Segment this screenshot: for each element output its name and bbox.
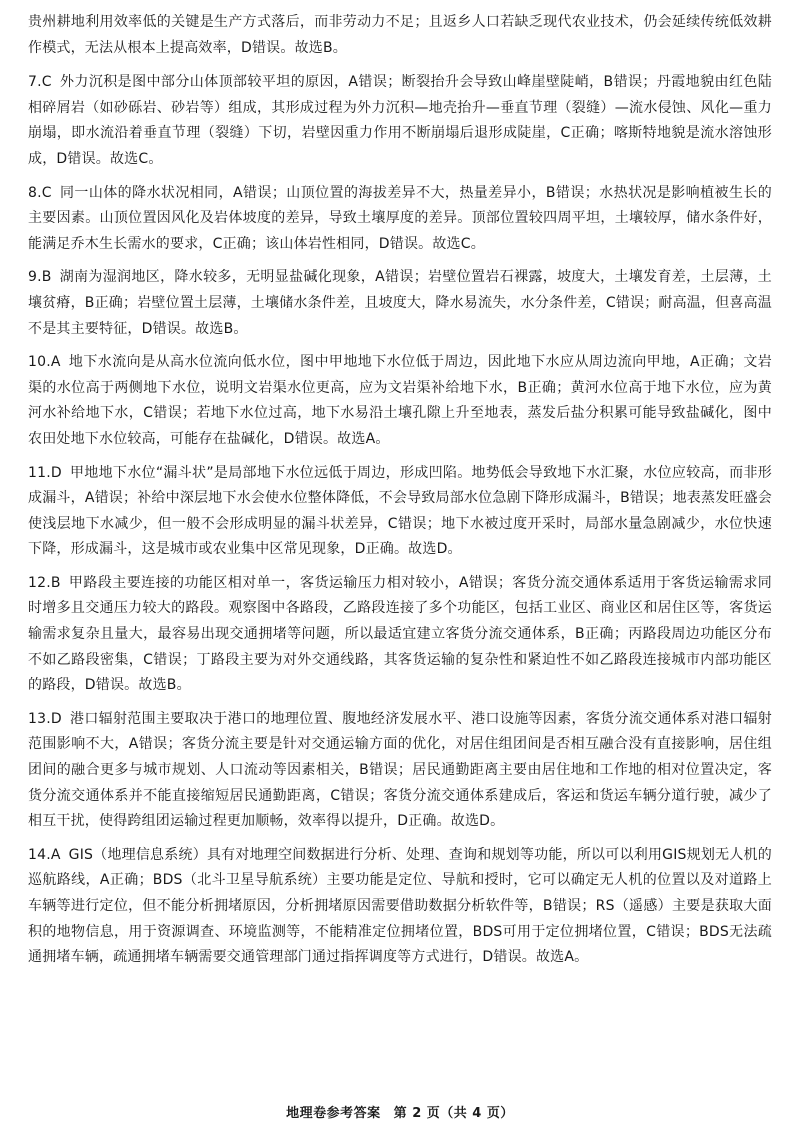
explanation-text: 湖南为湿润地区，降水较多，无明显盐碱化现象，A错误；岩壁位置岩石裸露，坡度大，土壤发育差，土层薄，土壤贫瘠，B正确；岩壁位置土层薄，土壤储水条件差，且坡度大，降水易流失，水分条件差，C错误；耐高温，但喜高温不是其主要特征，D错误。故选B。 [28, 269, 772, 337]
answer-list [28, 70, 772, 971]
answer-letter: D [50, 710, 62, 727]
answer-item-9 [28, 265, 772, 342]
question-number: 12. [28, 574, 51, 591]
explanation-text: GIS（地理信息系统）具有对地理空间数据进行分析、处理、查询和规划等功能，所以可以利用GIS规划无人机的巡航路线，A正确；BDS（北斗卫星导航系统）主要功能是定位、导航和授时，它可以确定无人机的位置以及对道路上车辆等进行定位，但不能分析拥堵原因，分析拥堵原因需要借助数据分析软件等，B错误；RS（遥感）主要是获取大面积的地物信息，用于资源调查、环境监测等，不能精准定位拥堵位置，BDS可用于定位拥堵位置，C错误；BDS无法疏通拥堵车辆，疏通拥堵车辆需要交通管理部门通过指挥调度等方式进行，D错误。故选A。 [28, 846, 772, 966]
answer-letter: A [50, 354, 61, 371]
answer-item-8 [28, 181, 772, 258]
explanation-text: 甲路段主要连接的功能区相对单一，客货运输压力相对较小，A错误；客货分流交通体系适用于客货运输需求同时增多且交通压力较大的路段。观察图中各路段，乙路段连接了多个功能区，包括工业区、商业区和居住区等，客货运输需求复杂且量大，最容易出现交通拥堵等问题，所以最适宜建立客货分流交通体系，B正确；丙路段周边功能区分布不如乙路段密集，C错误；丁路段主要为对外交通线路，其客货运输的复杂性和紧迫性不如乙路段连接城市内部功能区的路段，D错误。故选B。 [28, 574, 772, 694]
question-number: 9. [28, 269, 42, 286]
intro-paragraph: 贵州耕地利用效率低的关键是生产方式落后，而非劳动力不足；且返乡人口若缺乏现代农业技术，仍会延续传统低效耕作模式，无法从根本上提高效率，D错误。故选B。 [28, 14, 772, 56]
answer-item-14 [28, 843, 772, 971]
question-number: 10. [28, 354, 51, 371]
answer-letter: B [41, 269, 52, 286]
answer-item-7 [28, 70, 772, 172]
answer-letter: D [50, 464, 62, 481]
question-number: 13. [28, 710, 51, 727]
answer-item-10 [28, 350, 772, 452]
explanation-text: 港口辐射范围主要取决于港口的地理位置、腹地经济发展水平、港口设施等因素，客货分流交通体系对港口辐射范围影响不大，A错误；客货分流主要是针对交通运输方面的优化，对居住组团间是否相互融合没有直接影响，居住组团间的融合更多与城市规划、人口流动等因素相关，B错误；居民通勤距离主要由居住地和工作地的相对位置决定，客货分流交通体系并不能直接缩短居民通勤距离，C错误；客货分流交通体系建成后，客运和货运车辆分道行驶，减少了相互干扰，使得跨组团运输过程更加顺畅，效率得以提升，D正确。故选D。 [28, 710, 772, 830]
explanation-text: 外力沉积是图中部分山体顶部较平坦的原因，A错误；断裂抬升会导致山峰崖壁陡峭，B错误；丹霞地貌由红色陆相碎屑岩（如砂砾岩、砂岩等）组成，其形成过程为外力沉积—地壳抬升—垂直节理（裂缝）—流水侵蚀、风化—重力崩塌，即水流沿着垂直节理（裂缝）下切，岩壁因重力作用不断崩塌后退形成陡崖，C正确；喀斯特地貌是流水溶蚀形成，D错误。故选C。 [28, 74, 772, 167]
answer-letter: B [50, 574, 61, 591]
answer-letter: A [50, 846, 61, 863]
answer-item-12 [28, 571, 772, 699]
answer-item-11 [28, 461, 772, 563]
question-number: 14. [28, 846, 51, 863]
question-number: 11. [28, 464, 51, 481]
page-footer [0, 1102, 800, 1121]
answer-letter: C [41, 184, 52, 201]
answer-letter: C [41, 74, 52, 91]
answer-item-13 [28, 707, 772, 835]
question-number: 8. [28, 184, 42, 201]
explanation-text: 甲地地下水位“漏斗状”是局部地下水位远低于周边，形成凹陷。地势低会导致地下水汇聚，水位应较高，而非形成漏斗，A错误；补给中深层地下水会使水位整体降低，不会导致局部水位急剧下降形成漏斗，B错误；地表蒸发旺盛会使浅层地下水减少，但一般不会形成明显的漏斗状差异，C错误；地下水被过度开采时，局部水量急剧减少，水位快速下降，形成漏斗，这是城市或农业集中区常见现象，D正确。故选D。 [28, 464, 772, 558]
question-number: 7. [28, 74, 42, 91]
explanation-text: 同一山体的降水状况相同，A错误；山顶位置的海拔差异不大，热量差异小，B错误；水热状况是影响植被生长的主要因素。山顶位置因风化及岩体坡度的差异，导致土壤厚度的差异。顶部位置较四周平坦，土壤较厚，储水条件好，能满足乔木生长需水的要求，C正确；该山体岩性相同，D错误。故选C。 [28, 184, 772, 252]
explanation-text: 地下水流向是从高水位流向低水位，图中甲地地下水位低于周边，因此地下水应从周边流向甲地，A正确；文岩渠的水位高于两侧地下水位，说明文岩渠水位更高，应为文岩渠补给地下水，B正确；黄河水位高于地下水位，应为黄河水补给地下水，C错误；若地下水位过高，地下水易沿土壤孔隙上升至地表，蒸发后盐分积累可能导致盐碱化，图中农田处地下水位较高，可能存在盐碱化，D错误。故选A。 [28, 354, 772, 447]
page-number: 第 2 页（共 4 页） [393, 1106, 514, 1121]
footer-title: 地理卷参考答案 [286, 1106, 381, 1121]
